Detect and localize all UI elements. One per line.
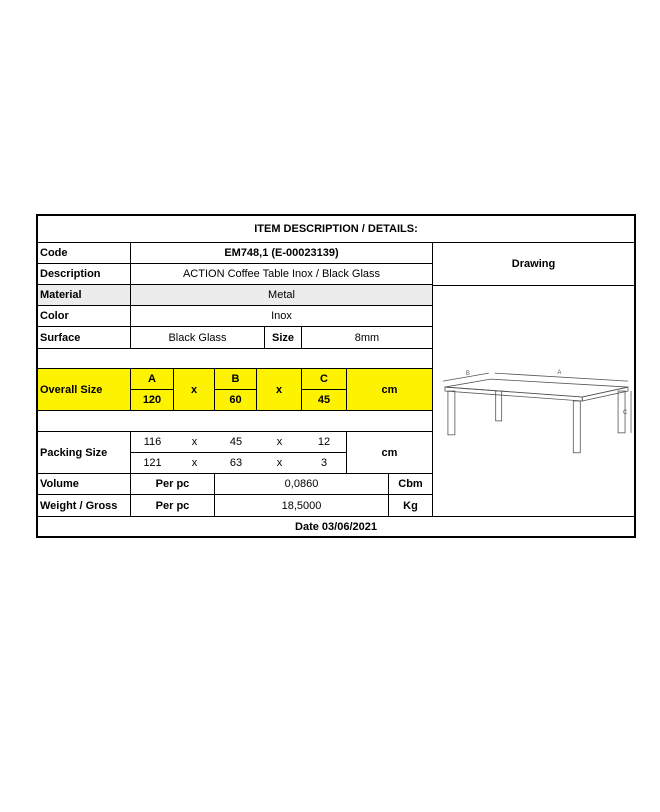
table-top-front-edge <box>445 387 582 401</box>
spacer-row-2 <box>38 411 433 432</box>
volume-per: Per pc <box>131 474 215 495</box>
size-label: Size <box>265 327 302 349</box>
spacer-row <box>38 349 433 369</box>
packing-row1-times-1: x <box>174 432 215 453</box>
packing-row1-c: 12 <box>302 432 347 453</box>
table-leg-back-left <box>496 391 502 421</box>
material-value: Metal <box>131 285 433 306</box>
overall-size-header-b: B <box>215 369 257 390</box>
code-value: EM748,1 (E-00023139) <box>131 243 433 264</box>
overall-size-value-b: 60 <box>215 390 257 411</box>
packing-row2-c: 3 <box>302 453 347 474</box>
volume-unit: Cbm <box>389 474 433 495</box>
description-value: ACTION Coffee Table Inox / Black Glass <box>131 264 433 285</box>
dim-label-b: B <box>465 370 470 377</box>
overall-size-unit: cm <box>347 369 433 411</box>
color-value: Inox <box>131 306 433 327</box>
weight-unit: Kg <box>389 495 433 517</box>
packing-row1-a: 116 <box>131 432 174 453</box>
weight-value: 18,5000 <box>215 495 389 517</box>
drawing-label: Drawing <box>432 243 634 286</box>
dim-label-c: C <box>623 409 628 416</box>
overall-size-times-1: x <box>174 369 215 411</box>
overall-size-value-c: 45 <box>302 390 347 411</box>
material-label: Material <box>38 285 131 306</box>
table-leg-front-left <box>448 391 455 435</box>
overall-size-header-c: C <box>302 369 347 390</box>
packing-row2-times-1: x <box>174 453 215 474</box>
packing-row1-times-2: x <box>257 432 302 453</box>
color-label: Color <box>38 306 131 327</box>
size-value: 8mm <box>302 327 433 349</box>
dim-label-a: A <box>557 369 562 376</box>
surface-label: Surface <box>38 327 131 349</box>
weight-label: Weight / Gross <box>38 495 131 517</box>
overall-size-label: Overall Size <box>38 369 131 411</box>
code-label: Code <box>38 243 131 264</box>
weight-per: Per pc <box>131 495 215 517</box>
table-top-surface <box>445 379 628 397</box>
packing-row2-a: 121 <box>131 453 174 474</box>
table-top-side-edge <box>582 387 628 401</box>
packing-size-unit: cm <box>347 432 433 474</box>
packing-size-label: Packing Size <box>38 432 131 474</box>
description-label: Description <box>38 264 131 285</box>
surface-value: Black Glass <box>131 327 265 349</box>
packing-row1-b: 45 <box>215 432 257 453</box>
coffee-table-drawing <box>433 285 634 517</box>
volume-value: 0,0860 <box>215 474 389 495</box>
table-leg-front-right <box>573 401 580 453</box>
overall-size-times-2: x <box>257 369 302 411</box>
packing-row2-times-2: x <box>257 453 302 474</box>
item-details-sheet <box>36 214 636 538</box>
overall-size-value-a: 120 <box>131 390 174 411</box>
volume-label: Volume <box>38 474 131 495</box>
sheet-title: ITEM DESCRIPTION / DETAILS: <box>38 216 634 243</box>
packing-row2-b: 63 <box>215 453 257 474</box>
date-line: Date 03/06/2021 <box>295 520 377 533</box>
drawing-area <box>432 285 634 517</box>
overall-size-header-a: A <box>131 369 174 390</box>
